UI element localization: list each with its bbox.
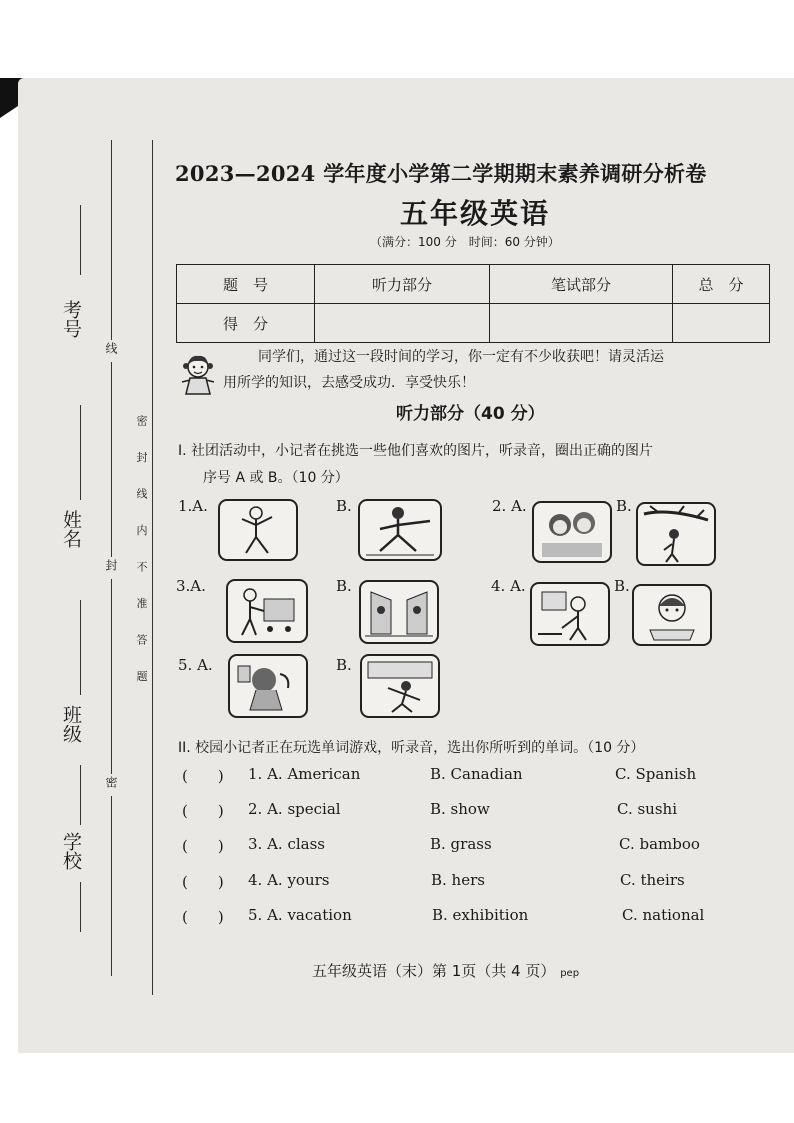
school-blank-top [80,765,81,825]
seal-line-lower [111,579,112,774]
question-1-instruction: I. 社团活动中，小记者在挑选一些他们喜欢的图片，听录音，圈出正确的图片 [178,443,654,459]
word-5-c: C. national [622,906,705,924]
seal-seal-label: 封 [104,559,118,571]
word-4-c: C. theirs [620,871,685,889]
item-4b-label: B. [614,577,630,595]
item-4-label: 4. A. [491,577,526,595]
item-3b-picture[interactable] [359,580,439,644]
school-blank-bottom [80,882,81,932]
score-cell-listening[interactable] [315,304,490,343]
item-1b-label: B. [336,497,352,515]
score-cell-written[interactable] [490,304,673,343]
answer-blank-2[interactable]: ( ) [182,802,224,820]
seal-notice: 密 封 线 内 不 准 答 题 [135,415,148,693]
subject-title: 五年级英语 [400,197,551,230]
answer-blank-1[interactable]: ( ) [182,767,224,785]
item-1-label: 1.A. [178,497,208,515]
score-header-written: 笔试部分 [490,265,673,304]
word-1-b: B. Canadian [430,765,523,783]
item-3b-label: B. [336,577,352,595]
item-2a-picture[interactable] [532,501,612,563]
item-2b-picture[interactable] [636,502,716,566]
exam-no-label: 考号 [60,300,82,338]
answer-blank-4[interactable]: ( ) [182,873,224,891]
exam-title: 2023—2024 学年度小学第二学期期末素养调研分析卷 [175,161,707,186]
score-header-total: 总 分 [673,265,770,304]
word-2-c: C. sushi [617,800,677,818]
word-4-b: B. hers [431,871,485,889]
question-1-instruction-cont: 序号 A 或 B。（10 分） [203,470,349,486]
score-header-listening: 听力部分 [315,265,490,304]
seal-line-bottom [111,796,112,976]
word-3-b: B. grass [430,835,492,853]
word-5-a: 5. A. vacation [248,906,352,924]
word-2-a: 2. A. special [248,800,341,818]
word-2-b: B. show [430,800,490,818]
girl-cartoon-icon [178,352,218,396]
word-5-b: B. exhibition [432,906,529,924]
word-1-c: C. Spanish [615,765,697,783]
item-5a-picture[interactable] [228,654,308,718]
score-cell-total[interactable] [673,304,770,343]
seal-line-mid [111,362,112,557]
item-4b-picture[interactable] [632,584,712,646]
seal-mi-label: 密 [104,776,118,788]
word-1-a: 1. A. American [248,765,361,783]
item-5b-picture[interactable] [360,654,440,718]
word-3-c: C. bamboo [619,835,700,853]
intro-line-2: 用所学的知识，去感受成功．享受快乐！ [223,375,475,391]
item-5-label: 5. A. [178,656,213,674]
footer-code: pep [560,968,580,979]
question-2-instruction: II. 校园小记者正在玩选单词游戏，听录音，选出你所听到的单词。（10 分） [178,740,645,756]
listening-section-title: 听力部分（40 分） [396,404,545,424]
seal-line-top [111,140,112,340]
item-2-label: 2. A. [492,497,527,515]
answer-blank-3[interactable]: ( ) [182,837,224,855]
item-3a-picture[interactable] [226,579,308,643]
score-time-info: （满分：100 分 时间：60 分钟） [370,235,560,249]
name-blank [80,405,81,500]
word-4-a: 4. A. yours [248,871,330,889]
school-label: 学校 [60,832,82,870]
score-header-number: 题 号 [177,265,315,304]
name-label: 姓名 [60,510,82,548]
class-label: 班级 [60,705,82,743]
seal-line-label: 线 [104,342,118,354]
intro-line-1: 同学们，通过这一段时间的学习，你一定有不少收获吧！请灵活运 [258,349,664,365]
answer-blank-5[interactable]: ( ) [182,908,224,926]
footer-text: 五年级英语（末）第 1页（共 4 页） [312,962,556,980]
binding-border [152,140,153,995]
score-row-label: 得 分 [177,304,315,343]
item-1a-picture[interactable] [218,499,298,561]
item-5b-label: B. [336,656,352,674]
exam-no-blank [80,205,81,275]
item-3-label: 3.A. [176,577,206,595]
score-table [176,264,770,343]
word-3-a: 3. A. class [248,835,325,853]
item-2b-label: B. [616,497,632,515]
item-1b-picture[interactable] [358,499,442,561]
class-blank [80,600,81,695]
page-footer [312,960,579,981]
item-4a-picture[interactable] [530,582,610,646]
